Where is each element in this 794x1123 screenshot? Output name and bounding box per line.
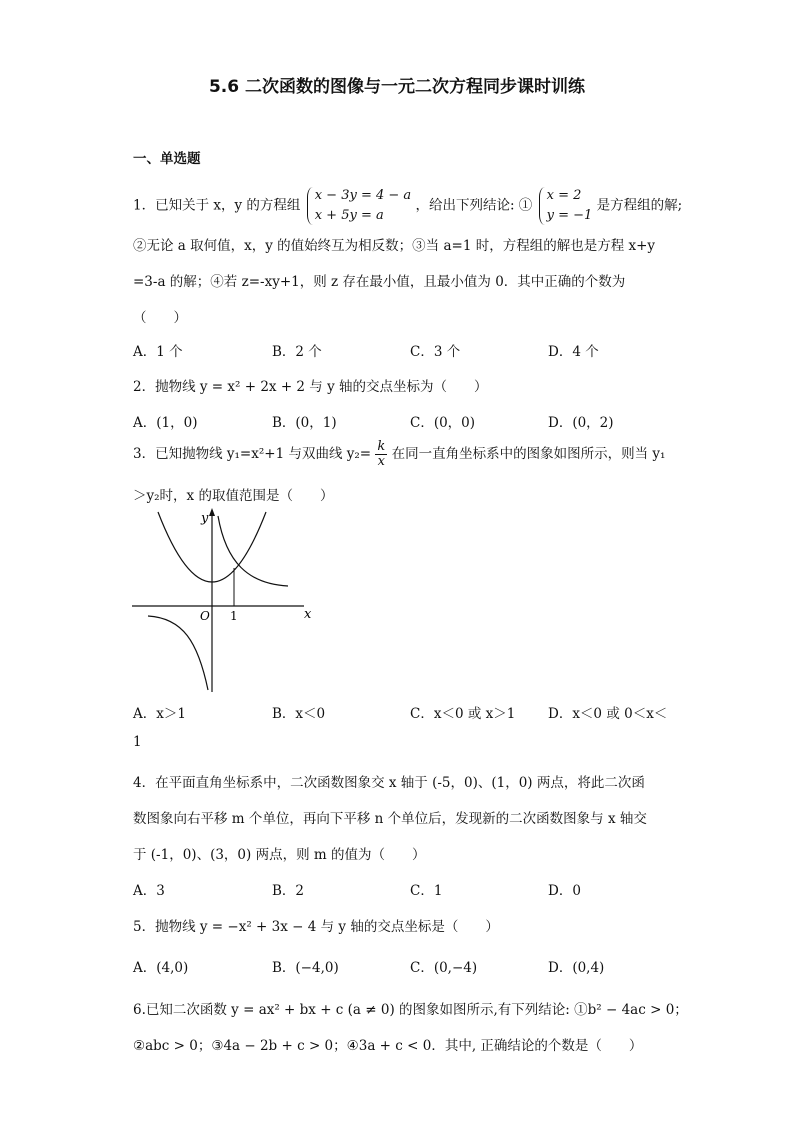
q1-option-b[interactable]: B．2 个	[272, 344, 322, 360]
tick-label-one: 1	[230, 609, 238, 623]
q1-stem-line1	[133, 186, 682, 226]
q4-option-a[interactable]: A．3	[133, 883, 165, 899]
q4-stem-line1: 4．在平面直角坐标系中，二次函数图象交 x 轴于 (-5，0)、(1，0) 两点，将此二次函	[133, 775, 645, 791]
q1-solution-row1: x = 2	[546, 188, 582, 203]
origin-label: O	[200, 609, 210, 623]
q4-option-d[interactable]: D．0	[548, 883, 581, 899]
q2-option-c[interactable]: C．(0，0)	[410, 415, 476, 431]
section-heading: 一、单选题	[133, 151, 201, 167]
q2-option-d[interactable]: D．(0，2)	[548, 415, 614, 431]
q3-option-d-wrap: 1	[133, 734, 142, 750]
q4-stem-line2: 数图象向右平移 m 个单位，再向下平移 n 个单位后，发现新的二次函数图象与 x 轴交	[133, 811, 647, 827]
q4-stem-line3: 于 (-1，0)、(3，0) 两点，则 m 的值为（ ）	[133, 847, 426, 863]
q1-system-row1: x − 3y = 4 − a	[314, 188, 412, 203]
y-axis-arrow	[209, 508, 215, 516]
q5-option-d[interactable]: D．(0,4)	[548, 960, 605, 976]
q6-stem-line2: ②abc > 0；③4a − 2b + c > 0；④3a + c < 0．其中, 正确结论的个数是（ ）	[133, 1038, 643, 1054]
q1-stem-part-c: 是方程组的解;	[596, 197, 683, 214]
q3-stem-part-b: 在同一直角坐标系中的图象如图所示，则当 y₁	[391, 446, 666, 462]
q5-option-c[interactable]: C．(0,−4)	[410, 960, 478, 976]
q1-answer-paren: （ ）	[133, 310, 187, 326]
q3-function-graph	[128, 502, 320, 694]
x-axis-label: x	[304, 607, 312, 622]
q1-system-row2: x + 5y = a	[314, 208, 384, 223]
y-axis-label: y	[201, 511, 209, 526]
document-title: 5.6 二次函数的图像与一元二次方程同步课时训练	[208, 77, 586, 97]
hyperbola-branch-left	[148, 616, 208, 690]
q1-option-d[interactable]: D．4 个	[548, 344, 599, 360]
q2-option-a[interactable]: A．(1，0)	[133, 415, 198, 431]
q3-option-d[interactable]: D．x＜0 或 0＜x＜	[548, 706, 668, 722]
q4-option-c[interactable]: C．1	[410, 883, 443, 899]
q3-option-c[interactable]: C．x＜0 或 x＞1	[410, 706, 516, 722]
q3-option-a[interactable]: A．x＞1	[133, 706, 186, 722]
q2-option-b[interactable]: B．(0，1)	[272, 415, 337, 431]
q1-stem-part-a: 1．已知关于 x，y 的方程组	[133, 197, 301, 214]
q5-option-b[interactable]: B．(−4,0)	[272, 960, 339, 976]
q1-stem-line2: ②无论 a 取何值，x，y 的值始终互为相反数；③当 a=1 时，方程组的解也是方程 x+y	[133, 238, 656, 254]
q2-stem: 2．抛物线 y = x² + 2x + 2 与 y 轴的交点坐标为（ ）	[133, 379, 488, 395]
q1-option-c[interactable]: C．3 个	[410, 344, 461, 360]
q1-stem-line3: =3-a 的解；④若 z=-xy+1，则 z 存在最小值，且最小值为 0．其中正确的个数为	[133, 274, 626, 290]
q3-fraction	[375, 440, 387, 469]
q3-fraction-numerator: k	[377, 439, 386, 454]
q1-solution-row2: y = −1	[546, 208, 593, 223]
q1-solution-system	[537, 186, 593, 226]
q6-stem-line1: 6.已知二次函数 y = ax² + bx + c (a ≠ 0) 的图象如图所示,有下列结论: ①b² − 4ac > 0；	[133, 1002, 688, 1018]
q3-stem-part-a: 3．已知抛物线 y₁=x²+1 与双曲线 y₂=	[133, 446, 372, 462]
q3-stem-line1	[133, 440, 665, 469]
q3-stem-line2: ＞y₂时，x 的取值范围是（ ）	[133, 488, 334, 504]
q3-option-b[interactable]: B．x＜0	[272, 706, 326, 722]
q1-equation-system	[305, 186, 411, 226]
q4-option-b[interactable]: B．2	[272, 883, 305, 899]
q1-stem-part-b: ，给出下列结论: ①	[415, 197, 533, 214]
q3-fraction-denominator: x	[377, 454, 385, 469]
q5-stem: 5．抛物线 y = −x² + 3x − 4 与 y 轴的交点坐标是（ ）	[133, 919, 499, 935]
q5-option-a[interactable]: A．(4,0)	[133, 960, 189, 976]
q1-option-a[interactable]: A．1 个	[133, 344, 183, 360]
